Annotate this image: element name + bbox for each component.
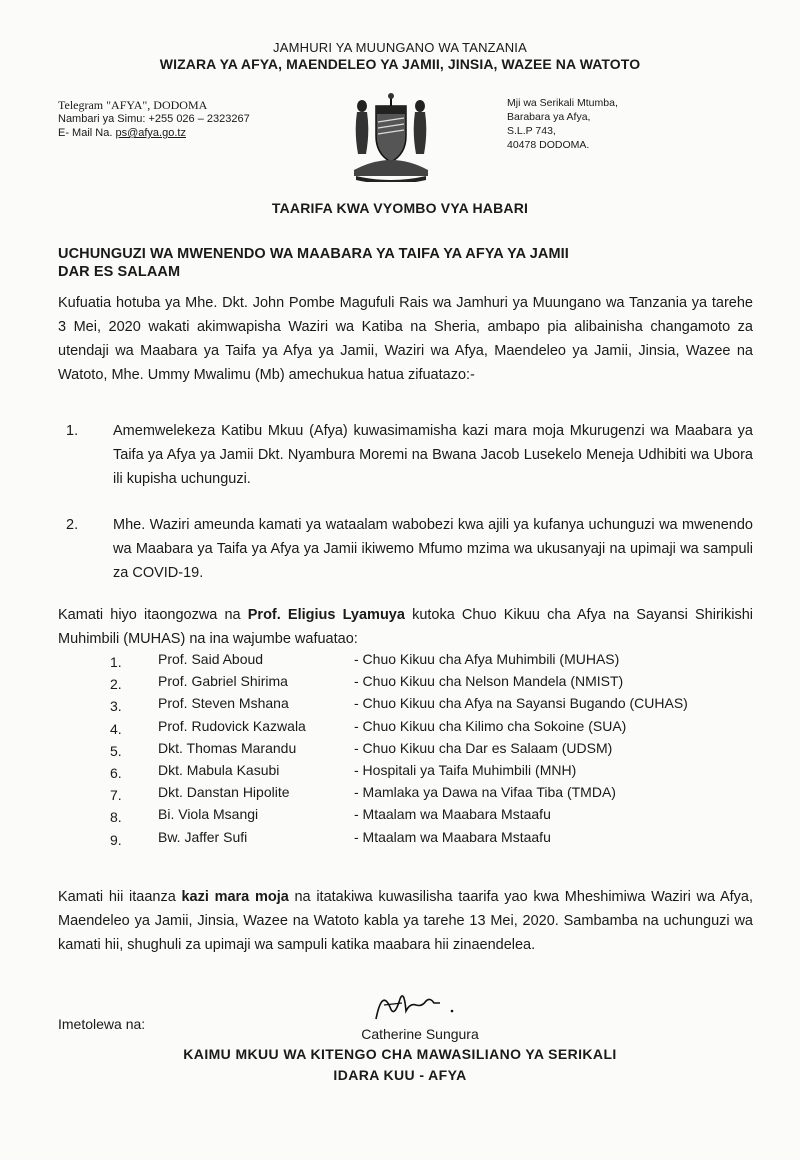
member-row [58, 695, 758, 717]
member-row [58, 829, 758, 851]
subject-heading [58, 245, 569, 281]
action-number: 2. [66, 517, 79, 533]
member-number: 3. [110, 698, 122, 715]
member-institution: - Chuo Kikuu cha Afya na Sayansi Bugando (CUHAS) [354, 695, 688, 712]
address-line: 40478 DODOMA. [507, 139, 590, 151]
member-number: 8. [110, 809, 122, 826]
timeline-text: Kamati hii itaanza [58, 889, 182, 905]
phone-label: Nambari ya Simu: [58, 113, 146, 125]
member-institution: - Mtaalam wa Maabara Mstaafu [354, 806, 551, 823]
timeline-paragraph [58, 885, 753, 957]
chairperson-name: Prof. Eligius Lyamuya [247, 607, 405, 623]
issued-by-label: Imetolewa na: [58, 1016, 146, 1032]
address-line: Mji wa Serikali Mtumba, [507, 97, 618, 109]
member-institution: - Hospitali ya Taifa Muhimbili (MNH) [354, 761, 577, 778]
member-name: Bw. Jaffer Sufi [158, 828, 248, 845]
member-institution: - Mtaalam wa Maabara Mstaafu [354, 828, 551, 845]
member-number: 6. [110, 764, 122, 781]
signer-name: Catherine Sungura [361, 1026, 479, 1042]
signature-icon [370, 985, 460, 1025]
member-row [58, 740, 758, 762]
timeline-emphasis: kazi mara moja [181, 889, 289, 905]
address-line: Barabara ya Afya, [507, 111, 591, 123]
member-row [58, 806, 758, 828]
email-line [58, 126, 250, 140]
member-institution: - Chuo Kikuu cha Kilimo cha Sokoine (SUA) [354, 717, 627, 734]
action-text: Mhe. Waziri ameunda kamati ya wataalam wabobezi kwa ajili ya kufanya uchunguzi wa mwenendo wa Maabara ya Taifa ya Afya ya Jamii ikiwemo Mfumo mzima wa ukusanyaji na upimaji wa sampuli za COVID-19. [113, 517, 753, 581]
member-name: Bi. Viola Msangi [158, 806, 259, 823]
member-number: 1. [110, 654, 122, 670]
contact-left [58, 98, 250, 140]
address-line: S.L.P 743, [507, 125, 556, 137]
phone-line [58, 112, 250, 126]
committee-text: kutoka Chuo Kikuu cha Afya na Sayansi Shirikishi Muhimbili (MUHAS) na ina wajumbe wafuatao: [58, 607, 754, 647]
member-number: 9. [110, 831, 122, 848]
phone-number: +255 026 – 2323267 [148, 113, 250, 125]
members-list [58, 651, 758, 851]
member-row [58, 718, 758, 740]
committee-paragraph [58, 603, 753, 651]
member-row [58, 762, 758, 784]
member-row [58, 673, 758, 695]
subject-line: UCHUNGUZI WA MWENENDO WA MAABARA YA TAIFA YA AFYA YA JAMII [58, 246, 569, 262]
subject-line: DAR ES SALAAM [58, 264, 181, 280]
coat-of-arms-icon [348, 92, 434, 182]
member-row [58, 784, 758, 806]
header-ministry: WIZARA YA AFYA, MAENDELEO YA JAMII, JINSIA, WAZEE NA WATOTO [159, 56, 641, 72]
email-link[interactable]: ps@afya.go.tz [115, 127, 186, 139]
member-institution: - Mamlaka ya Dawa na Vifaa Tiba (TMDA) [354, 784, 616, 801]
press-release-title: TAARIFA KWA VYOMBO VYA HABARI [271, 200, 529, 216]
member-name: Dkt. Thomas Marandu [158, 739, 297, 756]
action-number: 1. [66, 423, 79, 439]
intro-paragraph: Kufuatia hotuba ya Mhe. Dkt. John Pombe Magufuli Rais wa Jamhuri ya Muungano wa Tanzania ya tarehe 3 Mei, 2020 wakati akimwapisha Waziri wa Katiba na Sheria, ambapo pia alibainisha changamoto za utendaji wa Maabara ya Taifa ya Afya ya Jamii, Waziri wa Afya, Maendeleo ya Jamii, Jinsia, Wazee na Watoto, Mhe. Ummy Mwalimu (Mb) amechukua hatua zifuatazo:- [58, 295, 753, 383]
signer-department: IDARA KUU - AFYA [333, 1067, 467, 1083]
member-institution: - Chuo Kikuu cha Dar es Salaam (UDSM) [354, 739, 613, 756]
member-institution: - Chuo Kikuu cha Nelson Mandela (NMIST) [354, 673, 624, 690]
member-name: Prof. Gabriel Shirima [158, 673, 288, 690]
telegram-line: Telegram "AFYA", DODOMA [58, 98, 208, 112]
member-name: Prof. Steven Mshana [158, 695, 289, 712]
member-number: 2. [110, 676, 122, 693]
action-text: Amemwelekeza Katibu Mkuu (Afya) kuwasimamisha kazi mara moja Mkurugenzi wa Maabara ya Taifa ya Afya ya Jamii Dkt. Nyambura Moremi na Bwana Jacob Lusekelo Meneja Udhibiti wa Ubora ili kupisha uchunguzi. [113, 423, 753, 487]
timeline-text: na itatakiwa kuwasilisha taarifa yao kwa Mheshimiwa Waziri wa Afya, Maendeleo ya Jamii, Jinsia, Wazee na Watoto kabla ya tarehe 13 Mei, 2020. Sambamba na uchunguzi wa kamati hii, shughuli za upimaji wa sampuli katika maabara hii zinaendelea. [58, 889, 753, 953]
member-number: 5. [110, 742, 122, 759]
member-number: 4. [110, 720, 122, 737]
signer-title: KAIMU MKUU WA KITENGO CHA MAWASILIANO YA SERIKALI [183, 1046, 617, 1062]
member-name: Prof. Said Aboud [158, 651, 264, 667]
member-name: Dkt. Mabula Kasubi [158, 761, 280, 778]
header-republic: JAMHURI YA MUUNGANO WA TANZANIA [273, 40, 527, 55]
member-name: Prof. Rudovick Kazwala [158, 717, 306, 734]
member-name: Dkt. Danstan Hipolite [158, 784, 290, 801]
member-row [58, 651, 758, 673]
member-institution: - Chuo Kikuu cha Afya Muhimbili (MUHAS) [354, 651, 620, 667]
contact-right [507, 96, 618, 152]
email-label: E- Mail Na. [58, 127, 113, 139]
committee-text: Kamati hiyo itaongozwa na [58, 607, 248, 623]
member-number: 7. [110, 787, 122, 804]
